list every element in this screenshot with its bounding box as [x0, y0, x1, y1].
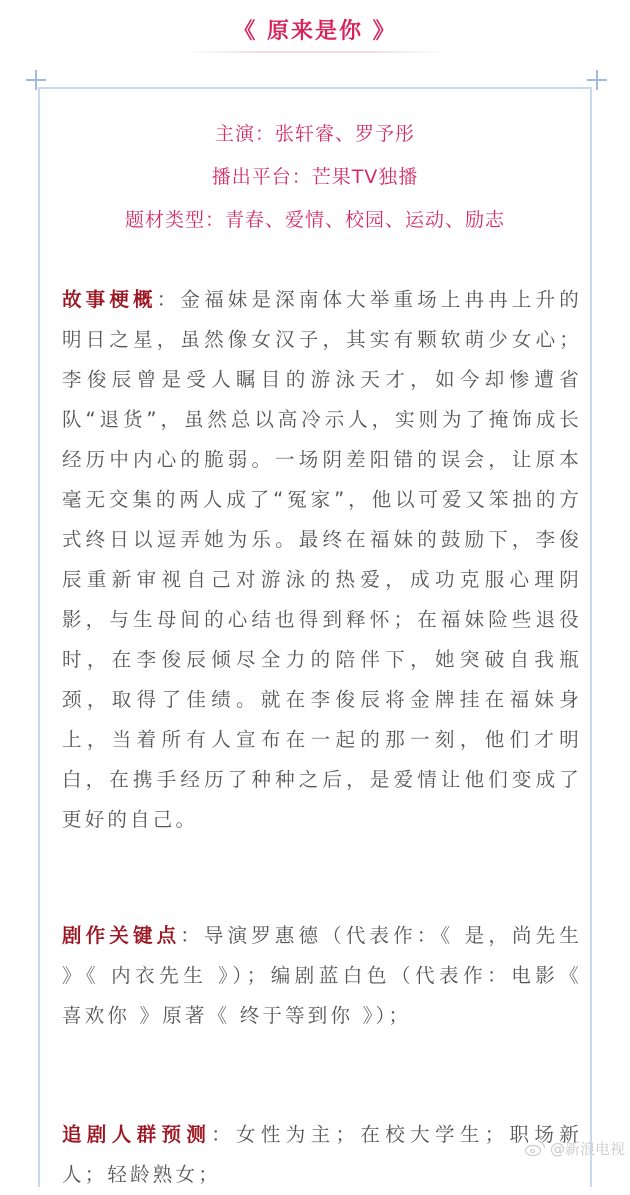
- cast-line: 主演：张轩睿、罗予彤: [214, 123, 415, 145]
- synopsis-body: ：金福妹是深南体大举重场上冉冉上升的明日之星，虽然像女汉子，其实有颗软萌少女心；李俊辰曾是受人瞩目的游泳天才，如今却惨遭省队“退货”，虽然总以高冷示人，实则为了掩饰成长经历中内心的脆弱。一场阴差阳错的误会，让原本毫无交集的两人成了“冤家”，他以可爱又笨拙的方式终日以逗弄她为乐。最终在福妹的鼓励下，李俊辰重新审视自己对游泳的热爱，成功克服心理阴影，与生母间的心结也得到释怀；在福妹险些退役时，在李俊辰倾尽全力的陪伴下，她突破自我瓶颈，取得了佳绩。就在李俊辰将金牌挂在福妹身上，当着所有人宣布在一起的那一刻，他们才明白，在携手经历了种种之后，是爱情让他们变成了更好的自己。: [62, 288, 582, 831]
- genre-line: 题材类型：青春、爱情、校园、运动、励志: [124, 209, 505, 231]
- key-points-section: [62, 916, 582, 1036]
- key-points-heading: 剧作关键点: [62, 924, 181, 947]
- synopsis-heading: 故事梗概: [62, 288, 157, 311]
- weibo-icon: [524, 1141, 546, 1157]
- watermark: [524, 1138, 625, 1159]
- show-info: [40, 113, 590, 242]
- title-banner: [0, 0, 630, 60]
- watermark-text: @新浪电视: [550, 1140, 626, 1158]
- page-title: 《 原来是你 》: [233, 19, 397, 44]
- audience-section: [62, 1115, 582, 1195]
- key-points-body: ：导演罗惠德（代表作：《 是，尚先生 》《 内衣先生 》）；编剧蓝白色（代表作：电影《 喜欢你 》原著《 终于等到你 》）；: [62, 924, 582, 1027]
- synopsis-section: [62, 280, 582, 840]
- platform-line: 播出平台：芒果TV独播: [211, 166, 419, 188]
- audience-heading: 追剧人群预测: [62, 1123, 212, 1146]
- title-divider: [180, 51, 450, 53]
- audience-body: ：女性为主；在校大学生；职场新人；轻龄熟女；: [62, 1123, 582, 1186]
